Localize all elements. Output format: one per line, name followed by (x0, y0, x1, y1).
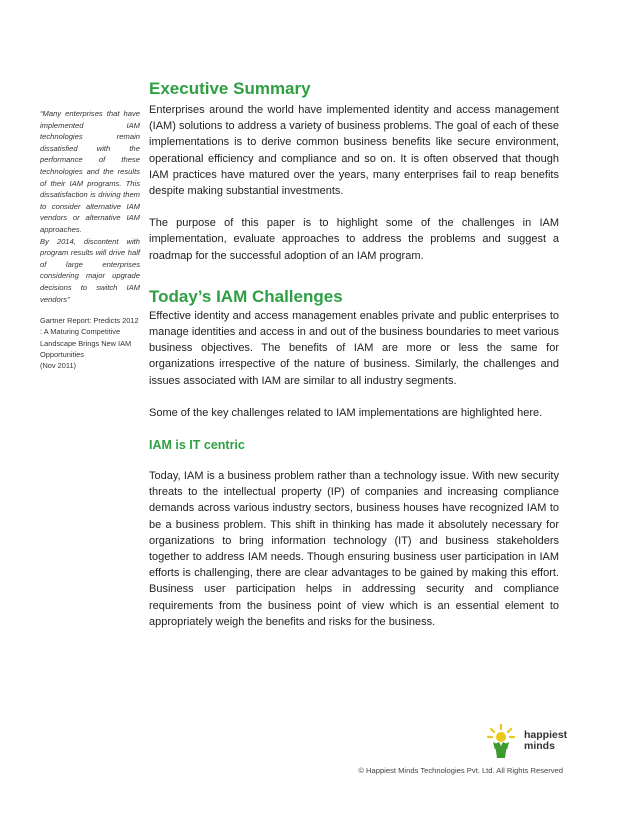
logo-text (524, 730, 567, 752)
it-centric-heading: IAM is IT centric (149, 438, 245, 453)
sidebar-source: Gartner Report: Predicts 2012 : A Maturing Competitive Landscape Brings New IAM Opportunities (Nov 2011) (40, 316, 139, 370)
copyright-footer: © Happiest Minds Technologies Pvt. Ltd. All Rights Reserved (358, 766, 563, 775)
sidebar-quote: “Many enterprises that have implemented IAM technologies remain dissatisfied with the performance of these technologies and the results of their IAM programs. This dissatisfaction is driving them to consider alternative IAM vendors or alternative IAM approaches. By 2014, discontent with program results will drive half of large enterprises considering major upgrade decisions to switch IAM vendors” (40, 109, 140, 304)
it-centric-paragraph: Today, IAM is a business problem rather than a technology issue. With new security threats to the intellectual property (IP) of companies and increasing compliance demands across various industry sectors, business houses have recognized IAM to be a business problem. This shift in thinking has made it absolutely necessary for organizations to bring information technology (IT) and business stakeholders together to address IAM needs. Though ensuring business user participation in IAM efforts is challenging, there are clear advantages to be gained by making this effort. Business user participation helps in addressing security and compliance requirements from the business point of view which is an essential element to appropriately weigh the benefits and risks for the business. (149, 470, 559, 628)
challenges-heading: Today’s IAM Challenges (149, 286, 343, 306)
executive-summary-paragraph-2: The purpose of this paper is to highlight some of the challenges in IAM implementation, evaluate approaches to address the problems and suggest a roadmap for the successful adoption of an IAM program. (149, 217, 559, 262)
executive-summary-paragraph-1: Enterprises around the world have implemented identity and access management (IAM) solutions to address a variety of business problems. The goal of each of these implementations is to derive common business benefits like secure environment, operational efficiency and compliance and so on. It is often observed that though IAM practices have matured over the years, many enterprises fail to reap benefits despite making substantial investments. (149, 104, 559, 198)
logo-line-1: happiest (524, 729, 568, 741)
logo-line-2: minds (524, 740, 555, 752)
main-content (149, 78, 559, 630)
challenges-paragraph-1: Effective identity and access management enables private and public enterprises to manage identities and access in and out of the business boundaries to meet various business objectives. The benefits of IAM are more or less the same for organizations irrespective of the nature of business. Similarly, the challenges and issues associated with IAM are similar to all industry segments. (149, 309, 559, 387)
challenges-paragraph-2: Some of the key challenges related to IAM implementations are highlighted here. (149, 406, 543, 419)
executive-summary-heading: Executive Summary (149, 79, 311, 98)
sidebar (40, 108, 140, 371)
